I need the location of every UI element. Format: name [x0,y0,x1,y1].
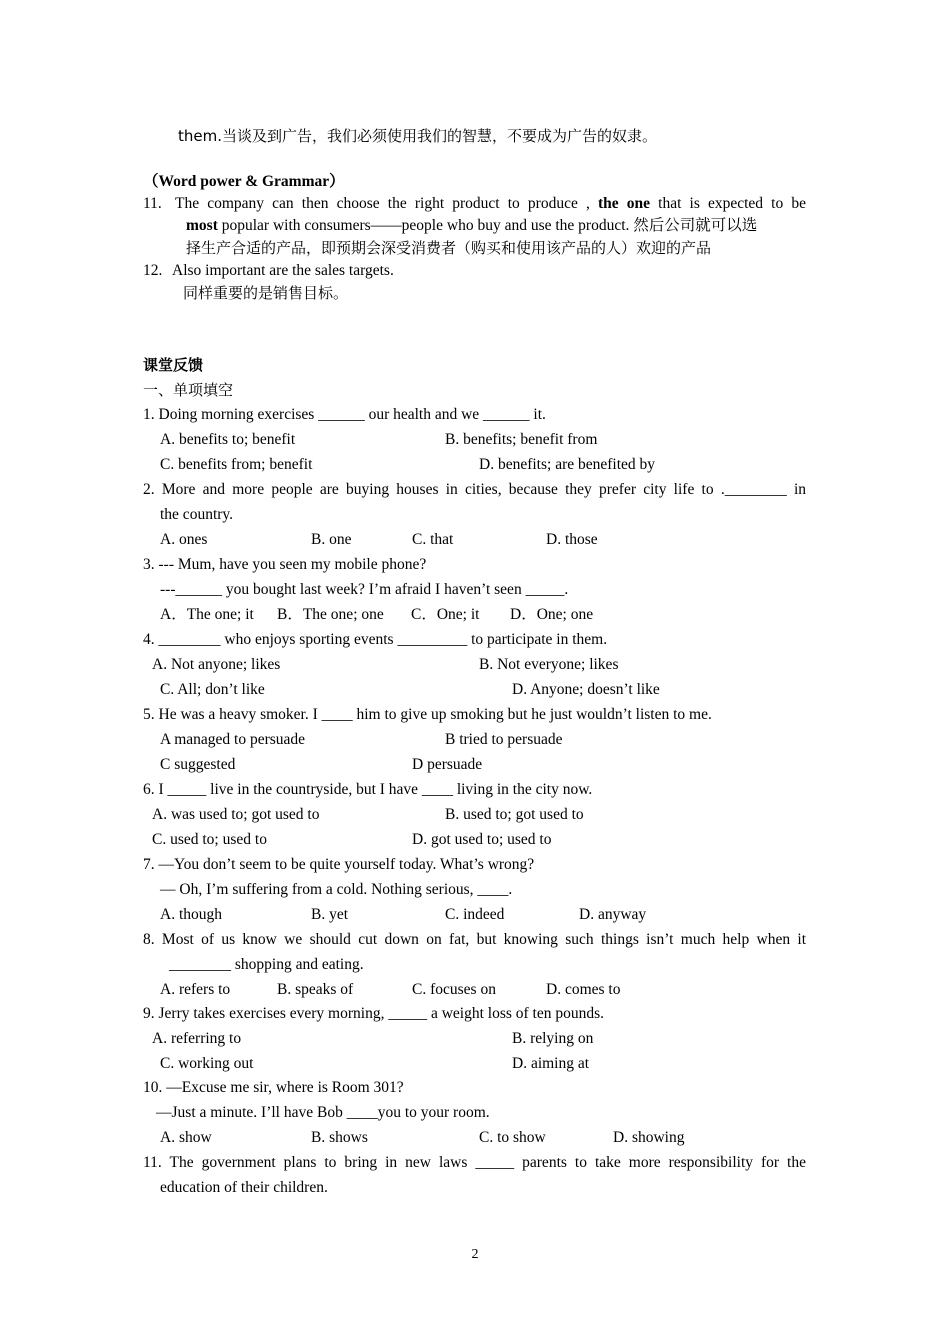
q8-option-d: D. comes to [546,981,621,998]
q11-stem-line1: 11. The government plans to bring in new laws _____ parents to take more responsibility for the [143,1154,806,1171]
q10-option-c: C. to show [479,1129,546,1146]
q7-stem-line2: — Oh, I’m suffering from a cold. Nothing serious, ____. [160,881,513,898]
q7-option-c: C. indeed [445,906,505,923]
item-11-number: 11. [143,195,162,212]
section-heading: （Word power & Grammar） [143,173,345,190]
q4-option-b: B. Not everyone; likes [479,656,619,673]
q2-option-d: D. those [546,531,598,548]
q11-stem-line2: education of their children. [160,1179,328,1196]
q10-stem-line1: 10. —Excuse me sir, where is Room 301? [143,1079,404,1096]
q3-option-c: C．One; it [411,606,480,623]
q2-option-b: B. one [311,531,352,548]
q8-stem-line2: ________ shopping and eating. [169,956,364,973]
q4-option-a: A. Not anyone; likes [152,656,281,673]
q7-stem-line1: 7. —You don’t seem to be quite yourself today. What’s wrong? [143,856,535,873]
q3-option-d: D．One; one [510,606,594,623]
q5-option-c: C suggested [160,756,236,773]
page-number: 2 [471,1247,479,1262]
item-11-text-c: that is expected to be [650,195,806,212]
feedback-title: 课堂反馈 [143,356,204,374]
item-11-line1 [175,194,806,214]
q2-stem-line1: 2. More and more people are buying houses in cities, because they prefer city life to .________ in [143,481,806,498]
q10-option-b: B. shows [311,1129,368,1146]
q4-stem: 4. ________ who enjoys sporting events _________ to participate in them. [143,631,608,648]
q6-option-d: D. got used to; used to [412,831,552,848]
q10-option-a: A. show [160,1129,212,1146]
q2-option-c: C. that [412,531,454,548]
q2-stem-line2: the country. [160,506,234,523]
q6-stem: 6. I _____ live in the countryside, but I have ____ living in the city now. [143,781,593,798]
q9-option-d: D. aiming at [512,1055,590,1072]
q1-option-a: A. benefits to; benefit [160,431,296,448]
q8-option-b: B. speaks of [277,981,354,998]
item-11-text-a: The company can then choose the right product to produce , [175,195,598,212]
top-line-text: them.当谈及到广告，我们必须使用我们的智慧，不要成为广告的奴隶。 [178,127,657,145]
q2-option-a: A. ones [160,531,208,548]
q3-stem-line2: ---______ you bought last week? I’m afraid I haven’t seen _____. [160,581,569,598]
q7-option-a: A. though [160,906,222,923]
q9-option-c: C. working out [160,1055,254,1072]
q3-option-a: A．The one; it [160,606,254,623]
q4-option-d: D. Anyone; doesn’t like [512,681,660,698]
q8-option-c: C. focuses on [412,981,496,998]
q8-option-a: A. refers to [160,981,231,998]
q6-option-b: B. used to; got used to [445,806,584,823]
q5-option-a: A managed to persuade [160,731,306,748]
q6-option-a: A. was used to; got used to [152,806,320,823]
item-11-line2 [186,216,757,236]
item-12-line2: 同样重要的是销售目标。 [183,284,349,302]
q3-option-b: B．The one; one [277,606,384,623]
q9-option-a: A. referring to [152,1030,242,1047]
q5-option-d: D persuade [412,756,483,773]
q4-option-c: C. All; don’t like [160,681,265,698]
q9-stem: 9. Jerry takes exercises every morning, _____ a weight loss of ten pounds. [143,1005,605,1022]
item-11-bold-one: the one [597,195,651,212]
q1-option-b: B. benefits; benefit from [445,431,598,448]
q1-option-d: D. benefits; are benefited by [479,456,656,473]
q5-stem: 5. He was a heavy smoker. I ____ him to give up smoking but he just wouldn’t listen to me. [143,706,712,723]
q5-option-b: B tried to persuade [445,731,563,748]
part1-title: 一、单项填空 [143,381,234,399]
q10-option-d: D. showing [613,1129,685,1146]
item-11-bold-most: most [186,217,218,234]
item-12-number: 12. [143,262,163,279]
item-12-line1: Also important are the sales targets. [172,262,394,279]
item-11-text-l2: popular with consumers——people who buy and use the product. 然后公司就可以选 [217,217,758,234]
q1-option-c: C. benefits from; benefit [160,456,313,473]
q7-option-d: D. anyway [579,906,647,923]
item-11-line3: 择生产合适的产品，即预期会深受消费者（购买和使用该产品的人）欢迎的产品 [186,239,712,257]
q3-stem-line1: 3. --- Mum, have you seen my mobile phone? [143,556,427,573]
q8-stem-line1: 8. Most of us know we should cut down on fat, but knowing such things isn’t much help when it [143,931,806,948]
q6-option-c: C. used to; used to [152,831,267,848]
q10-stem-line2: —Just a minute. I’ll have Bob ____you to your room. [156,1104,490,1121]
q9-option-b: B. relying on [512,1030,594,1047]
q7-option-b: B. yet [311,906,349,923]
top-line [178,126,657,147]
q1-stem: 1. Doing morning exercises ______ our health and we ______ it. [143,406,546,423]
